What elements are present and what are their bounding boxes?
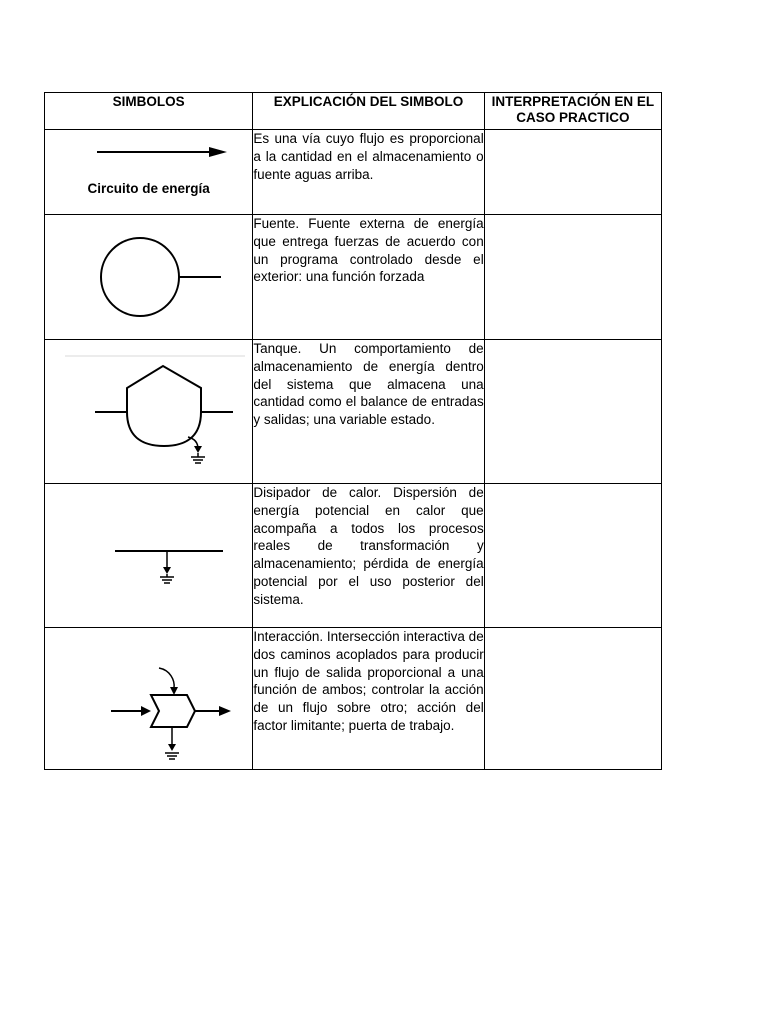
explanation-cell: Interacción. Intersección interactiva de dos caminos acoplados para producir un flujo de salida proporcional a una función de ambos; controlar la acción de un flujo sobre otro; acción del factor limitante; puerta de trabajo. bbox=[253, 628, 484, 770]
symbol-cell bbox=[45, 484, 253, 628]
symbol-caption: Circuito de energía bbox=[87, 181, 210, 196]
interpretation-cell bbox=[484, 130, 661, 215]
table-row bbox=[45, 340, 662, 484]
table-row bbox=[45, 484, 662, 628]
table-row bbox=[45, 628, 662, 770]
source-circle-icon bbox=[45, 215, 253, 339]
explanation-cell: Disipador de calor. Dispersión de energía potencial en calor que acompaña a todos los procesos reales de transformación y almacenamiento; pérdida de energía potencial por el uso posterior del sistema. bbox=[253, 484, 484, 628]
header-explanation: EXPLICACIÓN DEL SIMBOLO bbox=[253, 93, 484, 130]
interpretation-cell bbox=[484, 628, 661, 770]
symbol-cell bbox=[45, 628, 253, 770]
explanation-cell: Es una vía cuyo flujo es proporcional a la cantidad en el almacenamiento o fuente aguas arriba. bbox=[253, 130, 484, 215]
interaction-workgate-icon bbox=[45, 628, 253, 769]
tank-storage-icon bbox=[45, 340, 253, 483]
energy-circuit-arrow-icon bbox=[45, 130, 253, 214]
header-interpretation: INTERPRETACIÓN EN EL CASO PRACTICO bbox=[484, 93, 661, 130]
symbols-table bbox=[44, 92, 662, 770]
heat-sink-ground-icon bbox=[45, 484, 253, 627]
interpretation-cell bbox=[484, 340, 661, 484]
symbol-cell bbox=[45, 130, 253, 215]
header-symbols: SIMBOLOS bbox=[45, 93, 253, 130]
table-row bbox=[45, 130, 662, 215]
table-row bbox=[45, 215, 662, 340]
header-row bbox=[45, 93, 662, 130]
explanation-cell: Fuente. Fuente externa de energía que entrega fuerzas de acuerdo con un programa controlado desde el exterior: una función forzada bbox=[253, 215, 484, 340]
interpretation-cell bbox=[484, 484, 661, 628]
interpretation-cell bbox=[484, 215, 661, 340]
explanation-cell: Tanque. Un comportamiento de almacenamiento de energía dentro del sistema que almacena una cantidad como el balance de entradas y salidas; una variable estado. bbox=[253, 340, 484, 484]
symbol-cell bbox=[45, 215, 253, 340]
symbol-cell bbox=[45, 340, 253, 484]
